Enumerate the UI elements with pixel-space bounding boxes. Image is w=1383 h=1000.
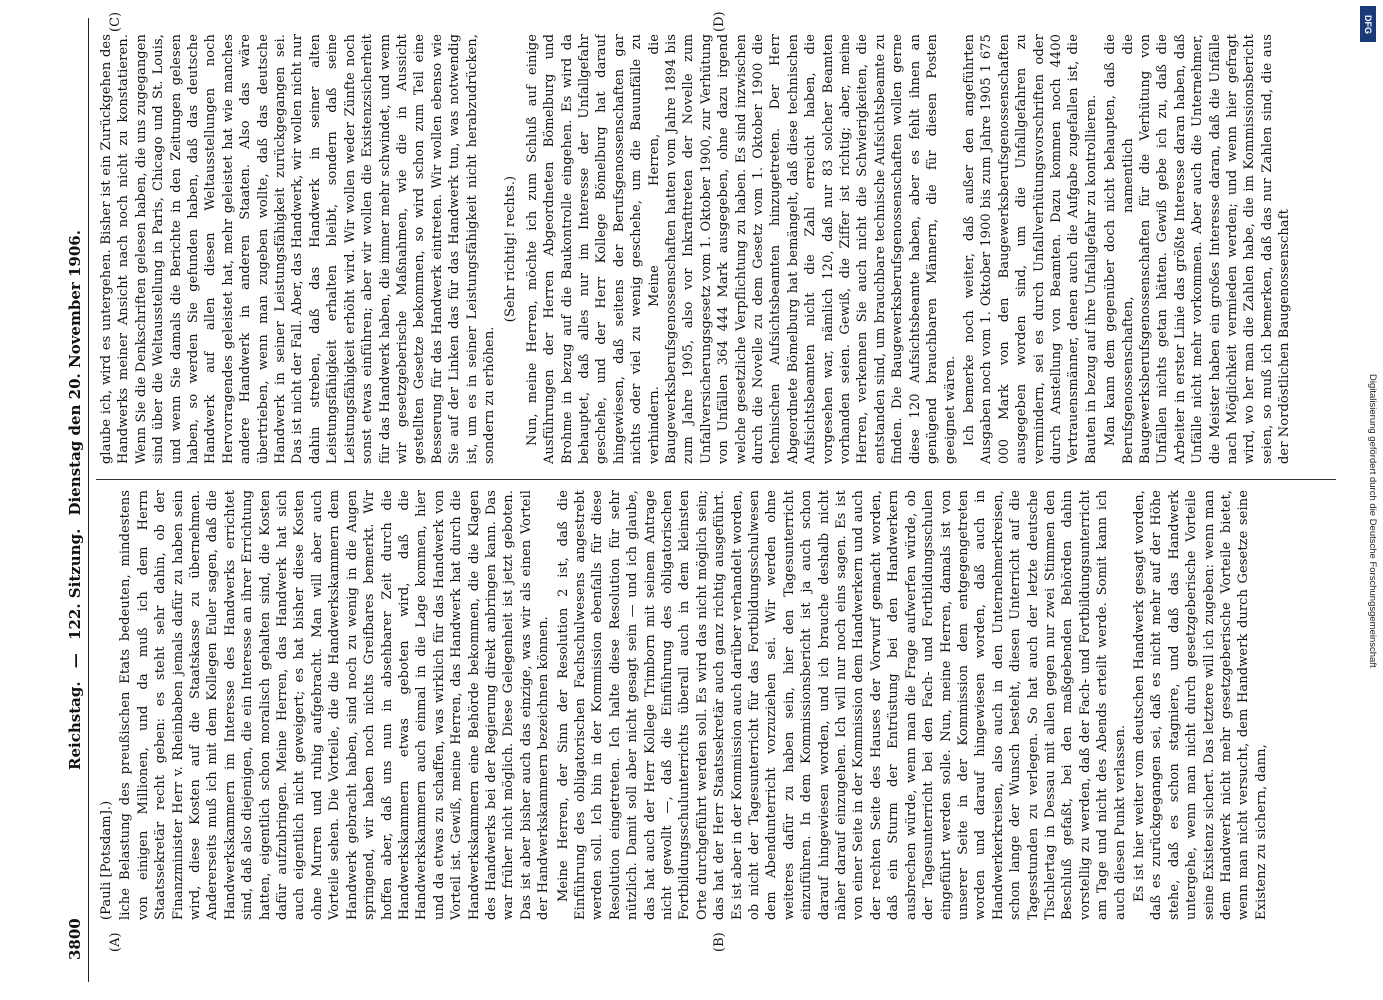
speaker-line: (Pauli [Potsdam].) (99, 800, 114, 920)
paragraph: glaube ich, wird es untergehen. Bisher ist ein Zurückgehen des Handwerks meiner Ansicht nach noch nicht zu konstatieren. Wenn Sie die Denkschriften gelesen haben, die uns zugegangen sind über die Weltausstellung in Paris, Chicago und St. Louis, und wenn Sie damals die Berichte in den Zeitungen gelesen haben, so werden Sie gefunden haben, daß das deutsche Handwerk auf allen diesen Weltausstellungen noch Hervorragendes geleistet hat, mehr geleistet hat wie manches andere Handwerk in anderen Staaten. Also das wäre übertrieben, wenn man zugeben wollte, daß das deutsche Handwerk in seiner Leistungsfähigkeit zurückgegangen sei. Das ist nicht der Fall. Aber, das Handwerk, wir wollen nicht nur dahin streben, daß das Handwerk in seiner alten Leistungsfähigkeit erhalten bleibt, sondern daß seine Leistungsfähigkeit erhöht wird. Wir wollen weder Zünfte noch sonst etwas einführen; aber wir wollen die Existenzsicherheit für das Handwerk haben, die immer mehr schwindet, und wenn wir gesetzgeberische Maßnahmen, wie die in Aussicht gestellten Gesetze bekommen, so wird schon zum Teil eine Besserung für das Handwerk eintreten. Wir wollen ebenso wie Sie auf der Linken das für das Handwerk tun, was notwendig ist, um es in seiner Leistungsfähigkeit nicht herabzudrücken, sondern zu erhöhen. (99, 34, 497, 464)
publication-name: Reichstag. (66, 681, 84, 770)
margin-marker-b: (B) (712, 932, 727, 952)
paragraph: Nun, meine Herren, möchte ich zum Schluß auf einige Ausführungen der Herren Abgeordneten Bömelburg und Brohme in bezug auf die Baukontrolle eingehen. Es wird da behauptet, daß alles nur im Interesse der Unfallgefahr geschehe, und der Herr Kollege Bömelburg hat darauf hingewiesen, daß seitens der Berufsgenossenschaften gar nichts oder viel zu wenig geschehe, um die Bauunfälle zu verhindern. Meine Herren, die Baugewerksberufsgenossenschaften hatten vom Jahre 1894 bis zum Jahre 1905, also vor Inkrafttreten der Novelle zum Unfallversicherungsgesetz vom 1. Oktober 1900, zur Verhütung von Unfällen 364 444 Mark ausgegeben, ohne dazu irgend welche gesetzliche Verpflichtung zu haben. Es sind inzwischen durch die Novelle zu dem Gesetz vom 1. Oktober 1900 die technischen Aufsichtsbeamten hinzugetreten. Der Herr Abgeordnete Bömelburg hat bemängelt, daß diese technischen Aufsichtsbeamten nicht die Zahl erreicht haben, die vorgesehen war, nämlich 120, daß nur 83 solcher Beamten vorhanden seien. Gewiß, die Ziffer ist richtig; aber, meine Herren, verkennen Sie auch nicht die Schwierigkeiten, die entstanden sind, um brauchbare technische Aufsichtsbeamte zu finden. Die Baugewerksberufsgenossenschaften wollen gerne diese 120 Aufsichtsbeamte haben, aber es fehlt ihnen an genügend brauchbaren Männern, die für diesen Posten geeignet wären. (524, 34, 958, 464)
column-divider (96, 479, 1336, 480)
applause-note: (Sehr richtig! rechts.) (503, 175, 519, 323)
paragraph: Man kann dem gegenüber doch nicht behaupten, daß die Berufsgenossenschaften, namentlich die Baugewerksberufsgenossenschaften für die Verhütung von Unfällen nichts getan hätten. Gewiß gebe ich zu, daß die Arbeiter in erster Linie das größte Interesse daran haben, daß Unfälle nicht mehr vorkommen. Aber auch die Unternehmer, die Meister haben ein großes Interesse daran, daß die Unfälle nach Möglichkeit vermieden werden; und wenn hier gefragt wird, wo her man die Zahlen habe, die im Kommissionsbericht seien, so muß ich bemerken, daß das nur Zahlen sind, die aus der Nordöstlichen Baugenossenschaft (1103, 34, 1293, 464)
margin-marker-c: (C) (108, 11, 123, 32)
header-center (66, 18, 84, 982)
paragraph: Ich bemerke noch weiter, daß außer den angeführten Ausgaben noch vom 1. Oktober 1900 bis zum Jahre 1905 1 675 000 Mark von den Baugewerksberufsgenossenschaften ausgegeben worden sind, um die Unfallgefahren zu vermindern, sei es durch Unfallverhütungsvorschriften oder durch Anstellung von Beamten. Dazu kommen noch 4400 Vertrauensmänner, denen auch die Aufgabe zugefallen ist, die Bauten in bezug auf ihre Unfallgefahr zu kontrollieren. (961, 34, 1099, 464)
digitization-credit: Digitalisierung gefördert durch die Deutsche Forschungsgemeinschaft (1367, 374, 1378, 668)
margin-marker-a: (A) (108, 932, 123, 952)
left-column (98, 490, 1338, 920)
session-date: Dienstag den 20. November 1906. (66, 230, 84, 516)
paragraph: Meine Herren, der Sinn der Resolution 2 ist, daß die Einführung des obligatorischen Fachschulwesens angestrebt werden soll. Ich bin in der Kommission ebenfalls für diese Resolution eingetreten. Ich halte diese Resolution für sehr nützlich. Damit soll aber nicht gesagt sein — und ich glaube, das hat auch der Herr Kollege Trimborn mit seinem Antrage nicht gewollt —, daß die Einführung des obligatorischen Fortbildungsschulunterrichts überall auch in dem kleinsten Orte durchgeführt werden soll. Es wird das nicht möglich sein; das hat der Herr Staatssekretär auch ganz richtig ausgeführt. Es ist aber in der Kommission auch darüber verhandelt worden, ob nicht der Tagesunterricht für das Fortbildungsschulwesen dem Abendunterricht vorzuziehen sei. Wir werden ohne weiteres dafür zu haben sein, hier den Tagesunterricht einzuführen. In dem Kommissionsbericht ist ja auch schon darauf hingewiesen worden, und ich brauche deshalb nicht näher darauf einzugehen. Ich will nur noch eins sagen. Es ist von einer Seite in der Kommission dem Handwerkern und auch der rechten Seite des Hauses der Vorwurf gemacht worden, daß ein Sturm der Entrüstung bei den Handwerkern ausbrechen würde, wenn man die Frage aufwerfen würde, ob der Tagesunterricht bei den Fach- und Fortbildungsschulen eingeführt werden solle. Nun, meine Herren, damals ist von unserer Seite in der Kommission dem entgegengetreten worden und darauf hingewiesen worden, daß auch in Handwerkerkreisen, also auch in den Unternehmerkreisen, schon lange der Wunsch besteht, diesen Unterricht auf die Tagesstunden zu verlegen. So hat auch der letzte deutsche Tischlertag in Dessau mit allen gegen nur zwei Stimmen den Beschluß gefaßt, bei den maßgebenden Behörden dahin vorstellig zu werden, daß der Fach- und Fortbildungsunterricht am Tage und nicht des Abends erteilt werde. Somit kann ich auch diesen Punkt verlassen. (555, 490, 1128, 920)
right-column (98, 34, 1338, 464)
dfg-logo: DFG (1360, 6, 1376, 42)
page-header (62, 18, 89, 982)
margin-marker-d: (D) (712, 11, 727, 32)
session-number: 122. Sitzung. (66, 528, 84, 640)
page-number: 3800 (66, 918, 84, 960)
header-dash: — (66, 653, 84, 669)
paragraph: Es ist hier weiter vom deutschen Handwerk gesagt worden, daß es zurückgegangen sei, daß es nicht mehr auf der Höhe stehe, daß es schon stagniere, und daß das Handwerk untergehe, wenn man nicht durch gesetzgeberische Vorteile seine Existenz sichert. Das letztere will ich zugeben: wenn man dem Handwerk nicht mehr gesetzgeberische Vorteile bietet, wenn man nicht versucht, dem Handwerk durch Gesetze seine Existenz zu sichern, dann, (1131, 490, 1269, 920)
paragraph: liche Belastung des preußischen Etats bedeuten, mindestens von einigen Millionen, und da muß ich dem Herrn Staatssekretär recht geben: es steht sehr dahin, ob der Finanzminister Herr v. Rheinbaben jemals dafür zu haben sein wird, diese Kosten auf die Staatskasse zu übernehmen. Andererseits muß ich mit dem Kollegen Euler sagen, daß die Handwerkskammern im Interesse des Handwerks errichtet sind, daß also diejenigen, die ein Interesse an ihrer Errichtung hatten, eigentlich schon moralisch gehalten sind, die Kosten dafür aufzubringen. Meine Herren, das Handwerk hat sich auch eigentlich nicht geweigert; es hat bisher diese Kosten ohne Murren und ruhig aufgebracht. Man will aber auch Vorteile sehen. Die Vorteile, die die Handwerkskammern dem Handwerk gebracht haben, sind noch zu wenig in die Augen springend, wir haben noch nichts Greifbares bemerkt. Wir hoffen aber, daß uns nun in absehbarer Zeit durch die Handwerkskammern etwas geboten wird, daß die Handwerkskammern auch einmal in die Lage kommen, hier und da etwas zu schaffen, was wirklich für das Handwerk von Vorteil ist. Gewiß, meine Herren, das Handwerk hat durch die Handwerkskammern eine Behörde bekommen, die die Klagen des Handwerks bei der Regierung direkt anbringen kann. Das war früher nicht möglich. Diese Gelegenheit ist jetzt geboten. Das ist aber bisher auch das einzige, was wir als einen Vorteil der Handwerkskammern bezeichnen können. (118, 490, 552, 920)
